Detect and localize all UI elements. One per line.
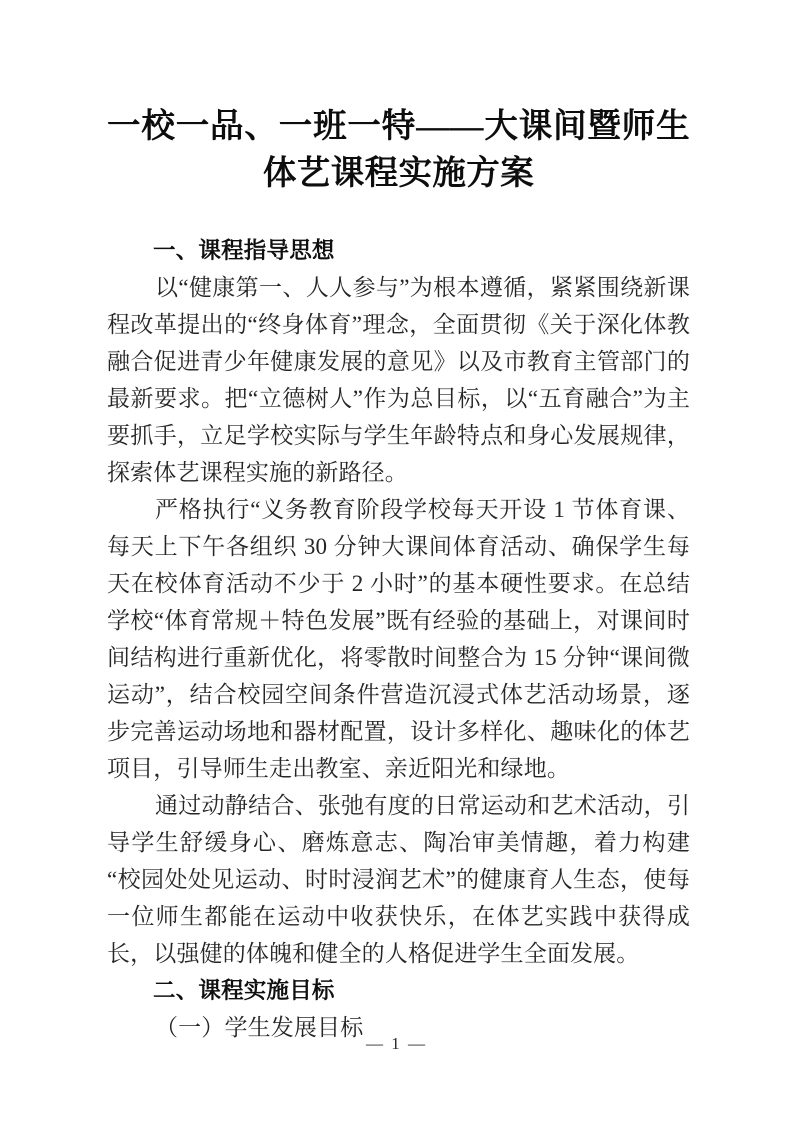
section-1-paragraph-3: 通过动静结合、张弛有度的日常运动和艺术活动，引导学生舒缓身心、磨炼意志、陶冶审美情趣，着力构建“校园处处见运动、时时浸润艺术”的健康育人生态，使每一位师生都能在运动中收获快乐，在体艺实践中获得成长，以强健的体魄和健全的人格促进学生全面发展。 [107,793,690,966]
section-heading-2: 二、课程实施目标 [153,978,335,1003]
section-heading-1: 一、课程指导思想 [153,238,335,263]
section-1-paragraph-2: 严格执行“义务教育阶段学校每天开设 1 节体育课、每天上下午各组织 30 分钟大课间体育活动、确保学生每天在校体育活动不少于 2 小时”的基本硬性要求。在总结学校“体育常规＋特色发展”既有经验的基础上，对课间时间结构进行重新优化，将零散时间整合为 15 分钟“课间微运动”，结合校园空间条件营造沉浸式体艺活动场景，逐步完善运动场地和器材配置，设计多样化、趣味化的体艺项目，引导师生走出教室、亲近阳光和绿地。 [107,497,690,781]
page-number-footer: — 1 — [366,1034,427,1053]
document-body [107,232,690,1046]
title-line-1: 一校一品、一班一特——大课间暨师生体 [107,108,690,192]
page-title [107,103,690,197]
section-2-subheading-1: （一）学生发展目标 [155,1015,364,1040]
title-line-2: 艺课程实施方案 [296,155,535,192]
section-1-paragraph-1: 以“健康第一、人人参与”为根本遵循，紧紧围绕新课程改革提出的“终身体育”理念，全面贯彻《关于深化体教融合促进青少年健康发展的意见》以及市教育主管部门的最新要求。把“立德树人”作为总目标，以“五育融合”为主要抓手，立足学校实际与学生年龄特点和身心发展规律，探索体艺课程实施的新路径。 [107,275,690,485]
